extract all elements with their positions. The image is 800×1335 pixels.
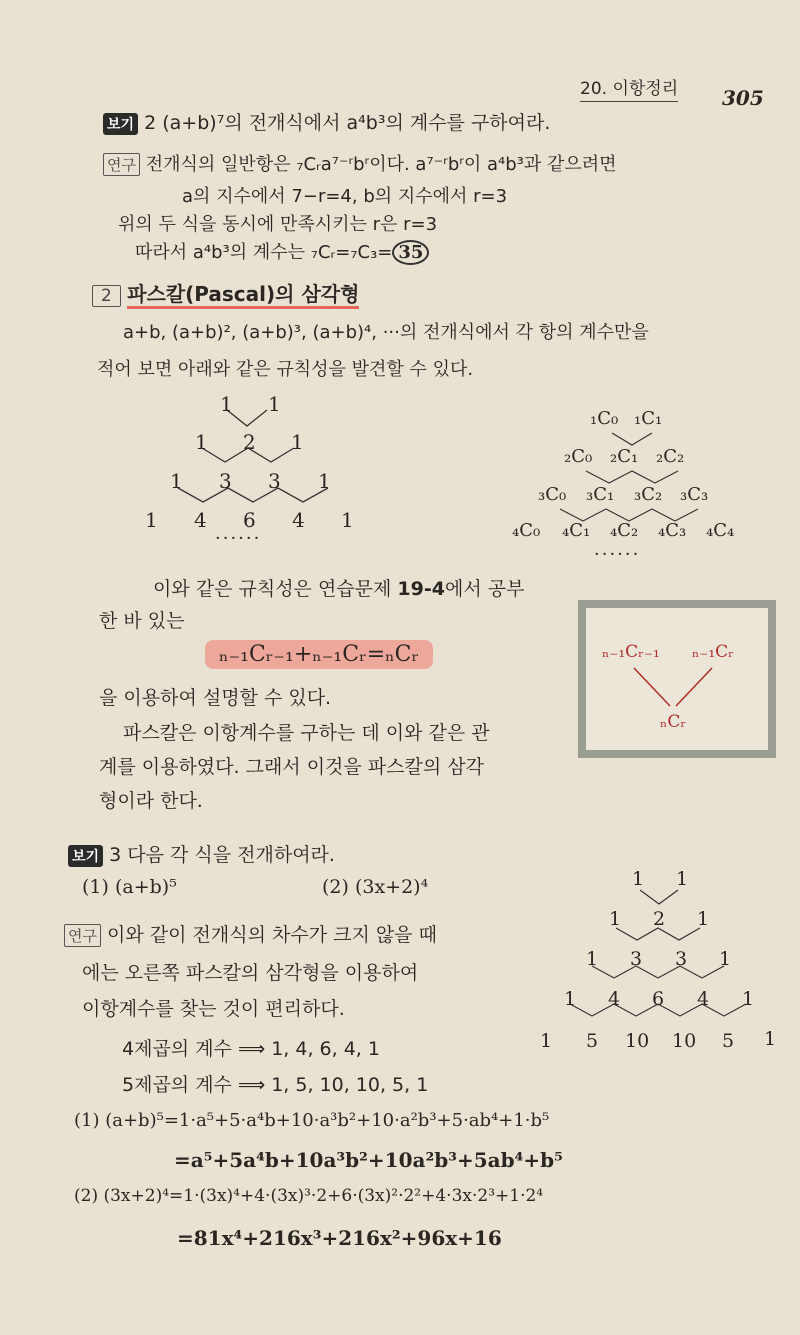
triangle-cell: 1 — [145, 508, 158, 532]
rule-line1 — [153, 574, 524, 601]
answer1-result: =a⁵+5a⁴b+10a³b²+10a²b³+5ab⁴+b⁵ — [174, 1148, 563, 1172]
triangle-cell: 2 — [243, 430, 256, 454]
rule-text: 이와 같은 규칙성은 연습문제 — [153, 578, 392, 600]
triangle-cell: 1 — [341, 508, 354, 532]
combination-zigzag-lines — [520, 425, 770, 535]
example2-question: (a+b)⁷의 전개식에서 a⁴b³의 계수를 구하여라. — [162, 112, 551, 134]
answer2-result: =81x⁴+216x³+216x²+96x+16 — [177, 1226, 502, 1250]
small-triangle-cell: 10 — [625, 1030, 650, 1052]
combination-cell: ₂C₂ — [656, 446, 685, 467]
diagram-left-term: ₙ₋₁Cᵣ₋₁ — [602, 642, 660, 662]
example2-solution-line2: a의 지수에서 7−r=4, b의 지수에서 r=3 — [182, 186, 508, 207]
triangle-cell: 3 — [268, 469, 281, 493]
small-triangle-cell: 1 — [764, 1028, 777, 1050]
combination-cell: ₄C₂ — [610, 520, 639, 541]
example3-problem1: (1) (a+b)⁵ — [82, 876, 177, 898]
combination-cell: ₂C₁ — [610, 446, 639, 467]
small-triangle-cell: 1 — [586, 948, 599, 970]
triangle-cell: 4 — [292, 508, 305, 532]
small-triangle-cell: 1 — [719, 948, 732, 970]
answer1-expansion: (1) (a+b)⁵=1·a⁵+5·a⁴b+10·a³b²+10·a²b³+5·ab⁴+1·b⁵ — [74, 1110, 550, 1131]
section2-heading — [92, 278, 359, 307]
solution-tag: 연구 — [64, 924, 101, 947]
combination-cell: ₃C₁ — [586, 484, 615, 505]
small-triangle-cell: 5 — [586, 1030, 599, 1052]
combination-cell: ₂C₀ — [564, 446, 593, 467]
section-title: 파스칼(Pascal)의 삼각형 — [127, 282, 359, 309]
exercise-reference: 19-4 — [397, 578, 445, 600]
example-tag: 보기 — [68, 845, 103, 867]
rule-text: 에서 공부 — [444, 578, 525, 600]
combination-cell: ₁C₀ — [590, 408, 619, 429]
example2-solution-line1 — [103, 150, 617, 176]
small-triangle-cell: 2 — [653, 908, 666, 930]
example-number: 2 — [144, 112, 157, 134]
section2-intro-line1: a+b, (a+b)², (a+b)³, (a+b)⁴, ···의 전개식에서 각 항의 계수만을 — [123, 322, 649, 343]
coefficients-power4: 4제곱의 계수 ⟹ 1, 4, 6, 4, 1 — [122, 1038, 380, 1060]
rule-line4: 파스칼은 이항계수를 구하는 데 이와 같은 관 — [123, 722, 490, 744]
triangle-cell: 1 — [291, 430, 304, 454]
small-triangle-cell: 3 — [630, 948, 643, 970]
answer2-expansion: (2) (3x+2)⁴=1·(3x)⁴+4·(3x)³·2+6·(3x)²·2²+4·3x·2³+1·2⁴ — [74, 1186, 544, 1206]
combination-rule-diagram — [578, 600, 776, 758]
chapter-title: 20. 이항정리 — [580, 74, 678, 102]
example3-heading — [68, 840, 335, 867]
triangle-cell: 1 — [195, 430, 208, 454]
section2-intro-line2: 적어 보면 아래와 같은 규칙성을 발견할 수 있다. — [97, 359, 474, 380]
example-tag: 보기 — [103, 113, 138, 135]
diagram-right-term: ₙ₋₁Cᵣ — [692, 642, 735, 662]
example-number: 3 — [109, 844, 122, 866]
answer-circle: 35 — [392, 240, 429, 265]
triangle-cell: 1 — [170, 469, 183, 493]
page-number: 305 — [722, 86, 764, 110]
small-triangle-cell: 5 — [722, 1030, 735, 1052]
example3-solution-line1 — [64, 920, 437, 947]
small-triangle-cell: 6 — [652, 988, 665, 1010]
small-triangle-cell: 4 — [608, 988, 621, 1010]
triangle-cell: 1 — [318, 469, 331, 493]
triangle-cell: 1 — [220, 392, 233, 416]
example2-heading — [103, 108, 550, 135]
triangle-zigzag-lines — [130, 400, 380, 510]
example3-problem2: (2) (3x+2)⁴ — [322, 876, 429, 898]
example2-solution-line3: 위의 두 식을 동시에 만족시키는 r은 r=3 — [118, 214, 438, 235]
solution-tag: 연구 — [103, 153, 140, 176]
combination-cell: ₄C₃ — [658, 520, 687, 541]
rule-line2: 한 바 있는 — [99, 610, 185, 632]
triangle-cell: 3 — [219, 469, 232, 493]
example2-solution-line4 — [135, 238, 429, 264]
small-triangle-cell: 1 — [540, 1030, 553, 1052]
example3-question: 다음 각 식을 전개하여라. — [127, 844, 335, 866]
small-triangle-cell: 1 — [609, 908, 622, 930]
solution-text: 이와 같이 전개식의 차수가 크지 않을 때 — [107, 924, 437, 946]
combination-cell: ₁C₁ — [634, 408, 663, 429]
triangle-cell: 4 — [194, 508, 207, 532]
combination-cell: ₄C₁ — [562, 520, 591, 541]
rule-line3: 을 이용하여 설명할 수 있다. — [99, 687, 332, 709]
rule-formula: ₙ₋₁Cᵣ₋₁+ₙ₋₁Cᵣ=ₙCᵣ — [205, 640, 433, 669]
small-triangle-cell: 1 — [742, 988, 755, 1010]
small-triangle-cell: 10 — [672, 1030, 697, 1052]
small-triangle-cell: 1 — [697, 908, 710, 930]
example3-solution-line3: 이항계수를 찾는 것이 편리하다. — [82, 998, 345, 1020]
small-triangle-cell: 4 — [697, 988, 710, 1010]
triangle-dots: ······ — [215, 528, 262, 549]
small-triangle-cell: 1 — [632, 868, 645, 890]
small-triangle-cell: 3 — [675, 948, 688, 970]
combination-cell: ₃C₂ — [634, 484, 663, 505]
rule-line6: 형이라 한다. — [99, 790, 203, 812]
combination-cell: ₃C₃ — [680, 484, 709, 505]
combination-cell: ₃C₀ — [538, 484, 567, 505]
combination-cell: ₄C₀ — [512, 520, 541, 541]
example3-solution-line2: 에는 오른쪽 파스칼의 삼각형을 이용하여 — [82, 962, 419, 984]
coefficients-power5: 5제곱의 계수 ⟹ 1, 5, 10, 10, 5, 1 — [122, 1074, 429, 1096]
solution-text: 따라서 a⁴b³의 계수는 ₇Cᵣ=₇C₃= — [135, 242, 393, 263]
rule-line5: 계를 이용하였다. 그래서 이것을 파스칼의 삼각 — [99, 756, 484, 778]
small-triangle-cell: 1 — [676, 868, 689, 890]
solution-text: 전개식의 일반항은 ₇Cᵣa⁷⁻ʳbʳ이다. a⁷⁻ʳbʳ이 a⁴b³과 같으려면 — [145, 154, 617, 175]
triangle-cell: 1 — [268, 392, 281, 416]
triangle-cell: 6 — [243, 508, 256, 532]
diagram-bottom-term: ₙCᵣ — [660, 712, 687, 732]
section-number: 2 — [92, 285, 121, 307]
small-triangle-cell: 1 — [564, 988, 577, 1010]
combination-cell: ₄C₄ — [706, 520, 735, 541]
combination-dots: ······ — [594, 544, 641, 565]
